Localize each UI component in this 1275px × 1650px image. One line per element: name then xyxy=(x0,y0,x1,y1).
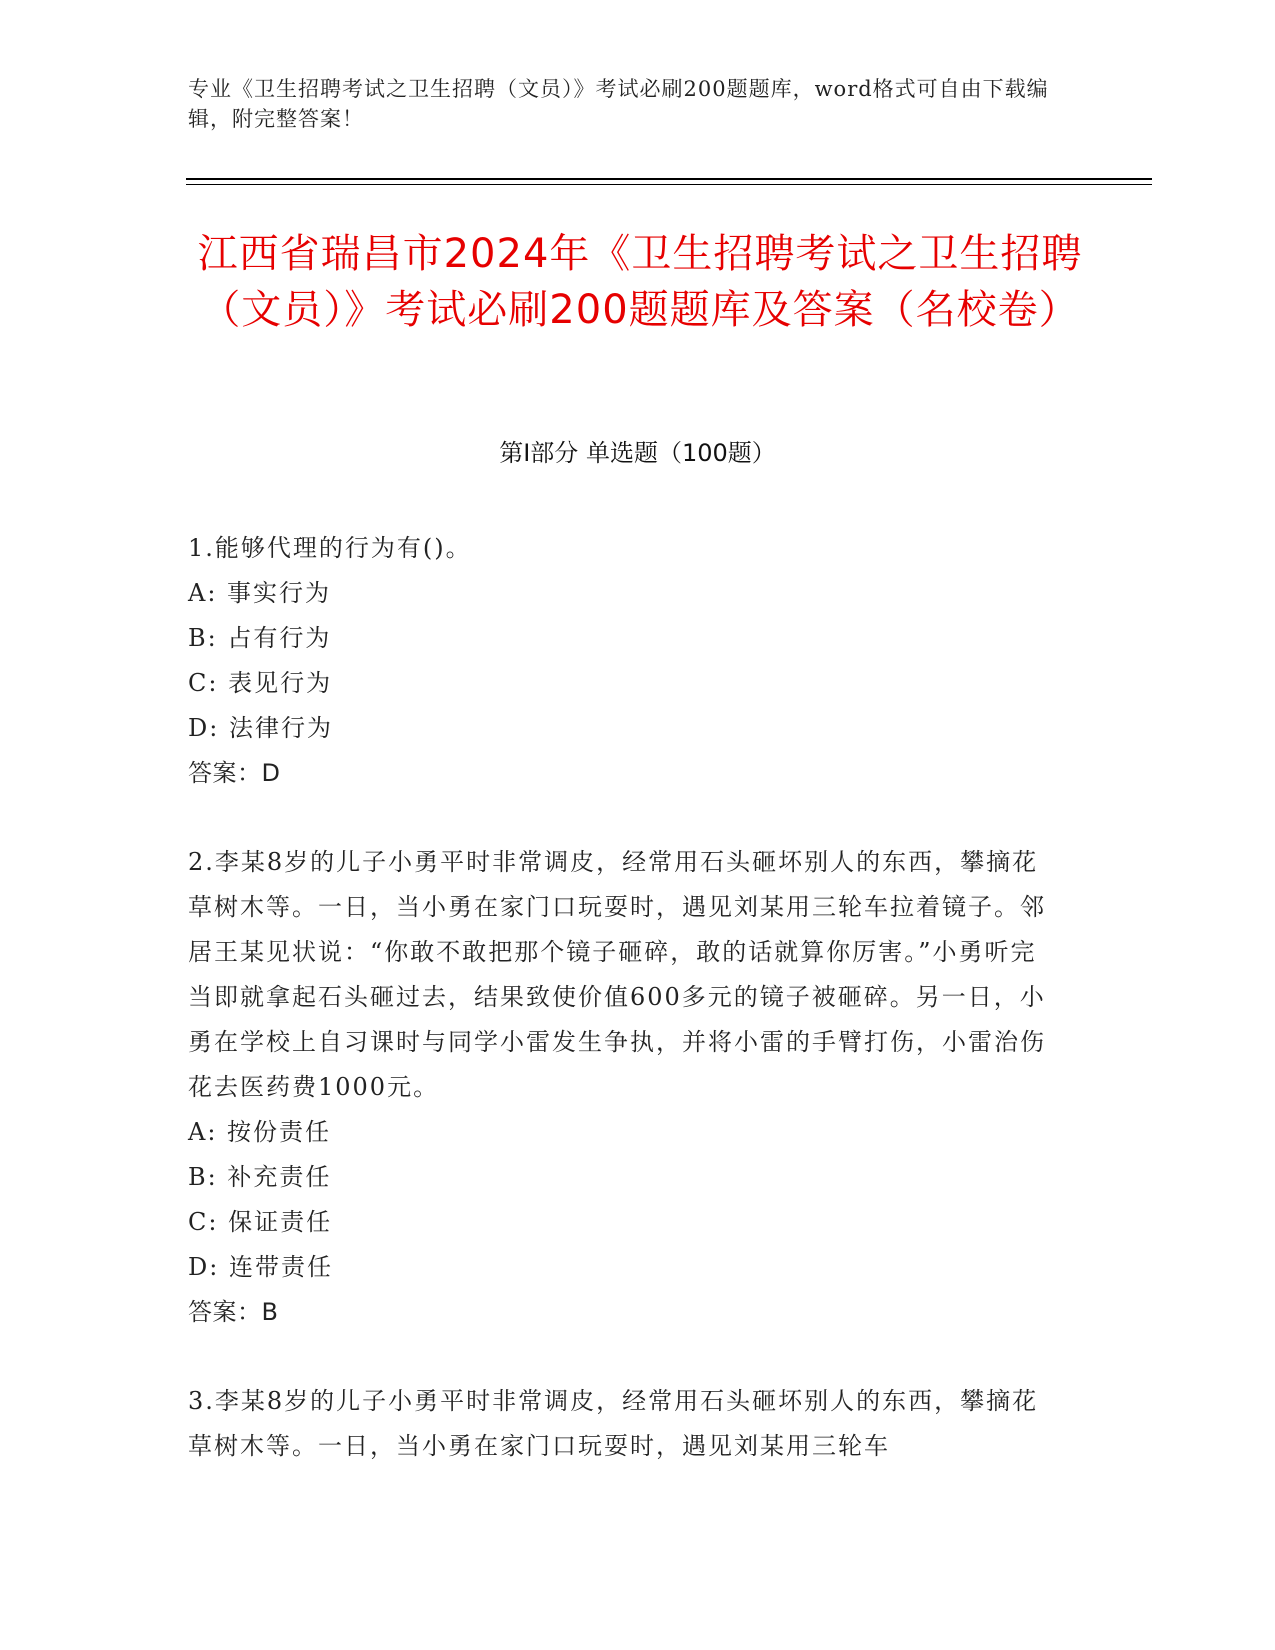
question-block xyxy=(188,840,1058,1335)
option-b: B: 补充责任 xyxy=(188,1163,332,1191)
option-c: C: 表见行为 xyxy=(188,669,333,697)
header-divider-thin xyxy=(186,184,1152,185)
option-b: B: 占有行为 xyxy=(188,624,332,652)
answer-line: 答案：B xyxy=(188,1298,279,1326)
question-spacer xyxy=(188,796,1058,840)
option-d: D: 连带责任 xyxy=(188,1253,333,1281)
question-block xyxy=(188,526,1058,796)
header-note: 专业《卫生招聘考试之卫生招聘（文员）》考试必刷200题题库，word格式可自由下载编辑，附完整答案！ xyxy=(188,77,1049,131)
question-stem: 3.李某8岁的儿子小勇平时非常调皮，经常用石头砸坏别人的东西，攀摘花草树木等。一日，当小勇在家门口玩耍时，遇见刘某用三轮车 xyxy=(188,1387,1039,1460)
question-stem: 2.李某8岁的儿子小勇平时非常调皮，经常用石头砸坏别人的东西，攀摘花草树木等。一日，当小勇在家门口玩耍时，遇见刘某用三轮车拉着镜子。邻居王某见状说：“你敢不敢把那个镜子砸碎，敢的话就算你厉害。”小勇听完当即就拿起石头砸过去，结果致使价值600多元的镜子被砸碎。另一日，小勇在学校上自习课时与同学小雷发生争执，并将小雷的手臂打伤，小雷治伤花去医药费1000元。 xyxy=(188,848,1046,1101)
question-block xyxy=(188,1379,1058,1469)
header-divider-thick xyxy=(186,178,1152,180)
answer-line: 答案：D xyxy=(188,759,281,787)
option-a: A: 按份责任 xyxy=(188,1118,332,1146)
section-title: 第Ⅰ部分 单选题（100题） xyxy=(499,439,776,467)
document-title: 江西省瑞昌市2024年《卫生招聘考试之卫生招聘（文员）》考试必刷200题题库及答案（名校卷） xyxy=(197,231,1083,333)
question-stem: 1.能够代理的行为有()。 xyxy=(188,534,472,562)
option-c: C: 保证责任 xyxy=(188,1208,333,1236)
question-spacer xyxy=(188,1335,1058,1379)
question-list xyxy=(188,526,1058,1469)
option-d: D: 法律行为 xyxy=(188,714,333,742)
option-a: A: 事实行为 xyxy=(188,579,332,607)
